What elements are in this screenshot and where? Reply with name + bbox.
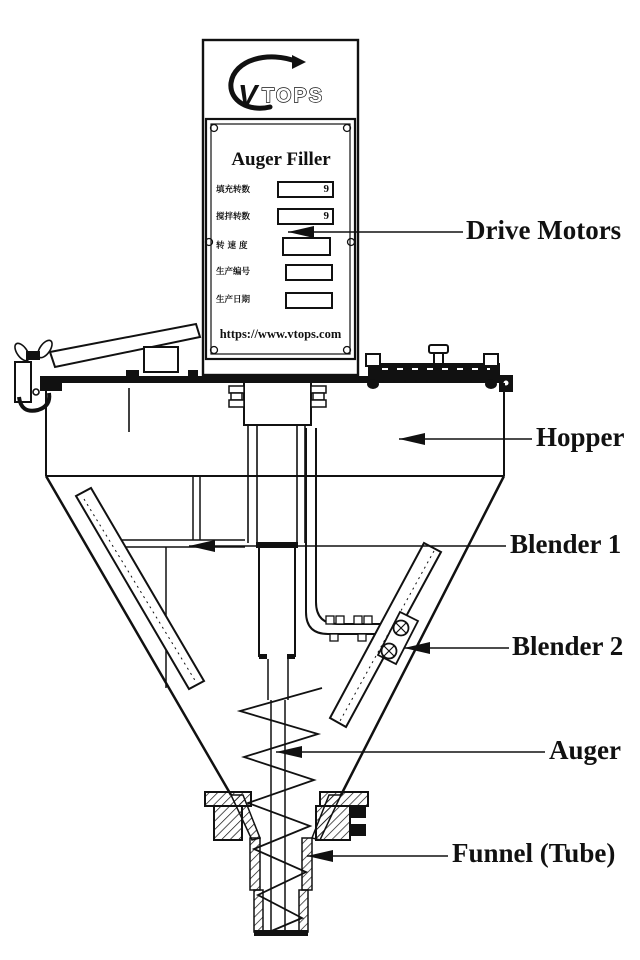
- field-value-1: 9: [277, 181, 334, 198]
- bolt-icon: [311, 386, 326, 393]
- clamp-foot: [485, 379, 497, 389]
- callout-drive-motors: Drive Motors: [466, 215, 622, 245]
- bolt-icon: [229, 386, 244, 393]
- pipe-flanges: [326, 616, 372, 641]
- blender2-pipe: [306, 428, 383, 641]
- clamp-plate: [15, 362, 31, 402]
- nameplate-title: Auger Filler: [231, 149, 331, 170]
- field-label-5: 生产日期: [216, 295, 251, 305]
- tube-wall-left: [250, 838, 260, 890]
- lid-foot: [188, 370, 198, 377]
- field-label-2: 搅拌转数: [216, 212, 251, 222]
- arrowhead-icon: [189, 540, 215, 552]
- arrowhead-icon: [399, 433, 425, 445]
- flange-bolt-icon: [364, 616, 372, 624]
- flange-bolt-icon: [358, 634, 366, 641]
- blender1-paddle: [76, 488, 204, 689]
- flange-bolt-icon: [350, 806, 366, 818]
- field-label-4: 生产编号: [216, 267, 251, 277]
- auger-screw-spiral: [240, 688, 322, 935]
- pipe-outer: [306, 428, 383, 634]
- callout-auger: Auger: [549, 735, 621, 765]
- tube-cap: [256, 542, 298, 548]
- upper-tube: [248, 425, 305, 543]
- lid-bolt-head-icon: [429, 345, 448, 353]
- flange-bolt-icon: [336, 616, 344, 624]
- callout-funnel-tube: Funnel (Tube): [452, 838, 616, 868]
- tube-lower-wall-left: [254, 890, 263, 932]
- flange-bolt-icon: [326, 616, 334, 624]
- screw-icon: [348, 239, 355, 246]
- pipe-inner: [316, 428, 383, 624]
- callout-blender-1: Blender 1: [510, 529, 622, 559]
- flange-bolt-icon: [354, 616, 362, 624]
- flange-bolt-icon: [350, 824, 366, 836]
- hopper-body: [46, 383, 504, 795]
- clamp-foot: [367, 379, 379, 389]
- lid-clamp: [484, 354, 498, 366]
- lid-bolt-stem: [434, 353, 443, 364]
- bolt-icon: [229, 400, 244, 407]
- tube-bottom-edge: [254, 930, 308, 936]
- wing-nut-clamp: [12, 338, 62, 411]
- tube-joint: [287, 654, 295, 659]
- bolt-icon: [313, 393, 324, 400]
- mid-tube: [259, 548, 295, 657]
- clamp-pin-icon: [33, 389, 39, 395]
- vtops-logo: [231, 55, 324, 112]
- bolt-icon: [231, 393, 242, 400]
- arrowhead-icon: [276, 746, 302, 758]
- lid-block: [144, 347, 178, 372]
- field-label-3: 转速度: [216, 241, 251, 251]
- field-label-1: 填充转数: [216, 185, 251, 195]
- logo-v-letter: V: [238, 80, 258, 112]
- nameplate-url: https://www.vtops.com: [219, 327, 342, 341]
- tube-joint: [259, 654, 267, 659]
- clamp-link: [40, 376, 62, 391]
- tube-wall-right: [302, 838, 312, 890]
- closed-lid-assembly: [366, 345, 513, 392]
- logo-swoosh-arrowhead-icon: [292, 55, 306, 69]
- callout-hopper: Hopper: [536, 422, 625, 452]
- bolt-icon: [311, 400, 326, 407]
- callout-blender-2: Blender 2: [512, 631, 624, 661]
- callout-leaders: [189, 226, 545, 862]
- lid-foot: [126, 370, 139, 377]
- lid-clamp: [366, 354, 380, 366]
- flange-bolt-icon: [330, 634, 338, 641]
- field-value-4: [285, 264, 333, 281]
- wing-nut-stem: [26, 351, 40, 360]
- field-value-3: [282, 237, 331, 256]
- field-value-2: 9: [277, 208, 334, 225]
- motor-mount-block: [244, 382, 311, 425]
- blender1-bar: [76, 488, 204, 689]
- field-value-5: [285, 292, 333, 309]
- logo-wordmark: TOPS: [262, 85, 325, 107]
- tube-lower-wall-right: [299, 890, 308, 932]
